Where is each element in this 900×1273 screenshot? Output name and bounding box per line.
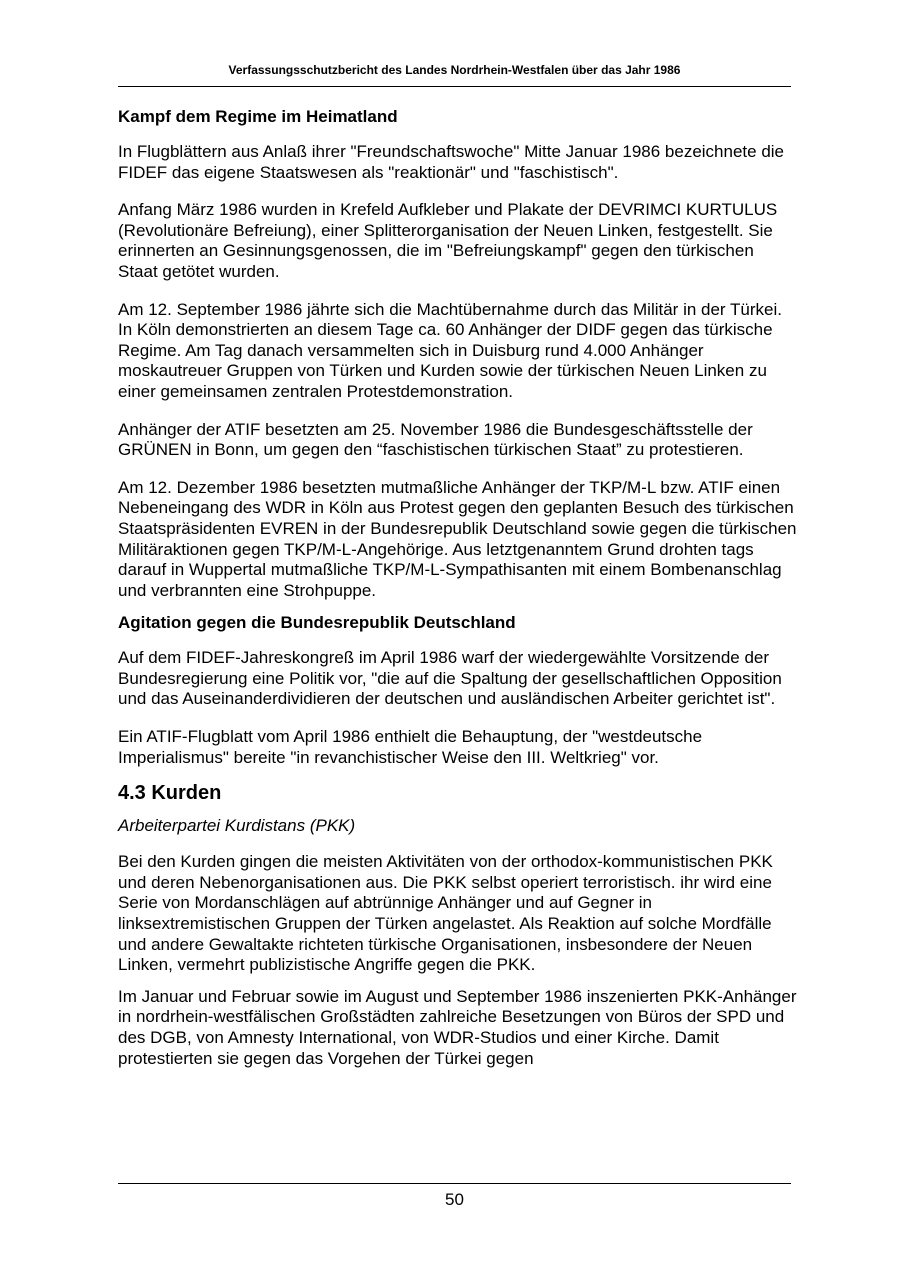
paragraph: Anfang März 1986 wurden in Krefeld Aufkleber und Plakate der DEVRIMCI KURTULUS (Revolutionäre Befreiung), einer Splitterorganisation der Neuen Linken, festgestellt. Sie erinnerten an Gesinnungsgenossen, die im "Befreiungskampf" gegen den türkischen Staat getötet wurden. — [118, 200, 778, 281]
paragraph: Ein ATIF-Flugblatt vom April 1986 enthielt die Behauptung, der "westdeutsche Imperialismus" bereite "in revanchistischer Weise den III. Weltkrieg" vor. — [118, 727, 703, 767]
page-body — [118, 106, 798, 1086]
section-title-kurden: 4.3 Kurden — [118, 782, 222, 805]
paragraph: Bei den Kurden gingen die meisten Aktivitäten von der orthodox-kommunistischen PKK und deren Nebenorganisationen aus. Die PKK selbst operiert terroristisch. ihr wird eine Serie von Mordanschlägen auf abtrünnige Anhänger und auf Gegner in linksextremistischen Gruppen der Türken angelastet. Als Reaktion auf solche Mordfälle und andere Gewaltakte richteten türkische Organisationen, insbesondere der Neuen Linken, vermehrt publizistische Angriffe gegen die PKK. — [118, 852, 773, 975]
paragraph: Auf dem FIDEF-Jahreskongreß im April 1986 warf der wiedergewählte Vorsitzende der Bundesregierung eine Politik vor, "die auf die Spaltung der gesellschaftlichen Opposition und das Auseinanderdividieren der deutschen und ausländischen Arbeiter gerichtet ist". — [118, 648, 782, 709]
paragraph: Am 12. September 1986 jährte sich die Machtübernahme durch das Militär in der Türkei. In Köln demonstrierten an diesem Tage ca. 60 Anhänger der DIDF gegen das türkische Regime. Am Tag danach versammelten sich in Duisburg rund 4.000 Anhänger moskautreuer Gruppen von Türken und Kurden sowie der türkischen Neuen Linken zu einer gemeinsamen zentralen Protestdemonstration. — [118, 299, 782, 401]
paragraph: Anhänger der ATIF besetzten am 25. November 1986 die Bundesgeschäftsstelle der GRÜNEN in Bonn, um gegen den “faschistischen türkischen Staat” zu protestieren. — [118, 419, 753, 460]
heading-agitation: Agitation gegen die Bundesrepublik Deutschland — [118, 613, 516, 633]
heading-kampf-dem-regime: Kampf dem Regime im Heimatland — [118, 107, 398, 126]
page-number: 50 — [445, 1190, 464, 1209]
subtitle-pkk: Arbeiterpartei Kurdistans (PKK) — [118, 816, 356, 836]
running-header: Verfassungsschutzbericht des Landes Nordrhein-Westfalen über das Jahr 1986 — [228, 63, 681, 77]
header-rule — [118, 86, 791, 87]
paragraph: Im Januar und Februar sowie im August und September 1986 inszenierten PKK-Anhänger in nordrhein-westfälischen Großstädten zahlreiche Besetzungen von Büros der SPD und des DGB, von Amnesty International, von WDR-Studios und einer Kirche. Damit protestierten sie gegen das Vorgehen der Türkei gegen — [118, 986, 797, 1068]
paragraph: In Flugblättern aus Anlaß ihrer "Freundschaftswoche" Mitte Januar 1986 bezeichnete die FIDEF das eigene Staatswesen als "reaktionär" und "faschistisch". — [118, 142, 785, 182]
footer-rule — [118, 1183, 791, 1184]
paragraph: Am 12. Dezember 1986 besetzten mutmaßliche Anhänger der TKP/M-L bzw. ATIF einen Nebeneingang des WDR in Köln aus Protest gegen den geplanten Besuch des türkischen Staatspräsidenten EVREN in der Bundesrepublik Deutschland sowie gegen die türkischen Militäraktionen gegen TKP/M-L-Angehörige. Aus letztgenanntem Grund drohten tags darauf in Wuppertal mutmaßliche TKP/M-L-Sympathisanten mit einem Bombenanschlag und verbrannten eine Strohpuppe. — [118, 477, 797, 600]
